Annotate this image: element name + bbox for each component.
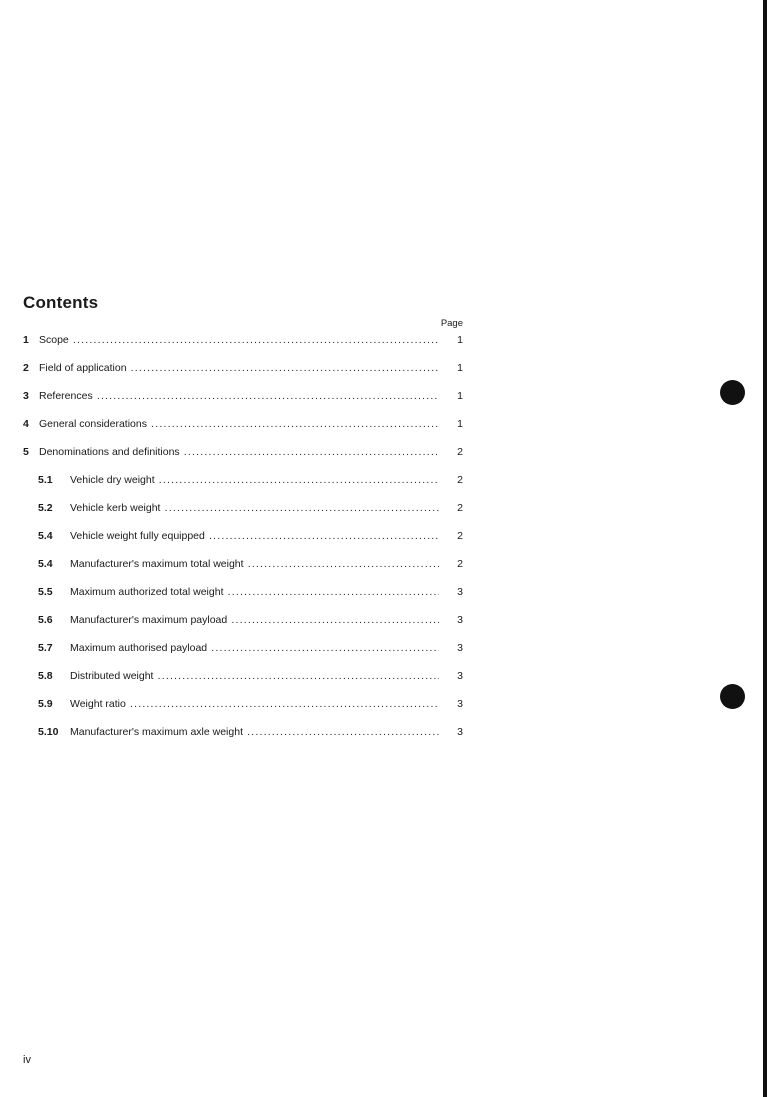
punch-hole-top [720, 380, 745, 405]
punch-hole-bottom [720, 684, 745, 709]
toc-entry-page: 3 [457, 698, 463, 710]
toc-entry-5-4[interactable] [23, 557, 463, 585]
toc-entry-page: 2 [457, 558, 463, 570]
toc-entry-page: 2 [457, 446, 463, 458]
toc-entry-page: 2 [457, 530, 463, 542]
toc-entry-title: Manufacturer's maximum axle weight ..... [70, 725, 439, 739]
toc-entry-page: 3 [457, 670, 463, 682]
toc-entry-title: Vehicle kerb weight ..... [70, 501, 439, 515]
toc-entry-number: 5.10 [38, 726, 59, 738]
toc-entry-title: Manufacturer's maximum payload ..... [70, 613, 439, 627]
toc-entry-page: 2 [457, 502, 463, 514]
toc-entry-number: 5.6 [38, 614, 53, 626]
toc-entry-title: References ..... [39, 389, 439, 403]
toc-entry-number: 5 [23, 446, 29, 458]
toc-entry-number: 2 [23, 362, 29, 374]
toc-entry-5-8[interactable] [23, 669, 463, 697]
toc-entry-5-3[interactable] [23, 529, 463, 557]
toc-entry-title: Maximum authorised payload ..... [70, 641, 439, 655]
toc-entry-page: 1 [457, 418, 463, 430]
toc-entry-number: 5.2 [38, 502, 53, 514]
toc-entry-5-9[interactable] [23, 697, 463, 725]
toc-entry-number: 1 [23, 334, 29, 346]
toc-entry-5-7[interactable] [23, 641, 463, 669]
toc-entry-number: 3 [23, 390, 29, 402]
toc-entry-title: Weight ratio ..... [70, 697, 439, 711]
toc-entry-5[interactable] [23, 445, 463, 473]
toc-entry-5-5[interactable] [23, 585, 463, 613]
page-edge-shadow [763, 0, 767, 1097]
toc-entry-page: 3 [457, 614, 463, 626]
toc-entry-page: 1 [457, 334, 463, 346]
toc-entry-number: 5.8 [38, 670, 53, 682]
toc-entry-number: 5.1 [38, 474, 53, 486]
toc-entry-4[interactable] [23, 417, 463, 445]
toc-entry-number: 5.4 [38, 530, 53, 542]
toc-entry-page: 2 [457, 474, 463, 486]
toc-entry-title: Field of application ..... [39, 361, 439, 375]
toc-entry-number: 5.7 [38, 642, 53, 654]
toc-entry-3[interactable] [23, 389, 463, 417]
page-folio: iv [23, 1054, 31, 1066]
toc-entry-1[interactable] [23, 333, 463, 361]
toc-entry-page: 1 [457, 362, 463, 374]
toc-entry-5-10[interactable] [23, 725, 463, 753]
toc-entry-number: 5.9 [38, 698, 53, 710]
toc-entry-title: Maximum authorized total weight ..... [70, 585, 439, 599]
contents-heading: Contents [23, 293, 99, 312]
toc-entry-2[interactable] [23, 361, 463, 389]
toc-entry-title: Denominations and definitions ..... [39, 445, 439, 459]
toc-entry-title: Vehicle weight fully equipped ..... [70, 529, 439, 543]
toc-entry-page: 1 [457, 390, 463, 402]
toc-entry-5-6[interactable] [23, 613, 463, 641]
toc-entry-title: General considerations ..... [39, 417, 439, 431]
toc-entry-5-1[interactable] [23, 473, 463, 501]
toc-entry-number: 5.4 [38, 558, 53, 570]
toc-entry-page: 3 [457, 586, 463, 598]
toc-entry-title: Vehicle dry weight ..... [70, 473, 439, 487]
toc-entry-title: Manufacturer's maximum total weight ..... [70, 557, 439, 571]
toc-entry-5-2[interactable] [23, 501, 463, 529]
toc-entry-title: Scope ..... [39, 333, 439, 347]
toc-entry-number: 4 [23, 418, 29, 430]
toc-entry-page: 3 [457, 726, 463, 738]
toc-entry-title: Distributed weight ..... [70, 669, 439, 683]
table-of-contents [23, 333, 463, 753]
toc-entry-number: 5.5 [38, 586, 53, 598]
page-column-label: Page [440, 318, 463, 329]
toc-entry-page: 3 [457, 642, 463, 654]
